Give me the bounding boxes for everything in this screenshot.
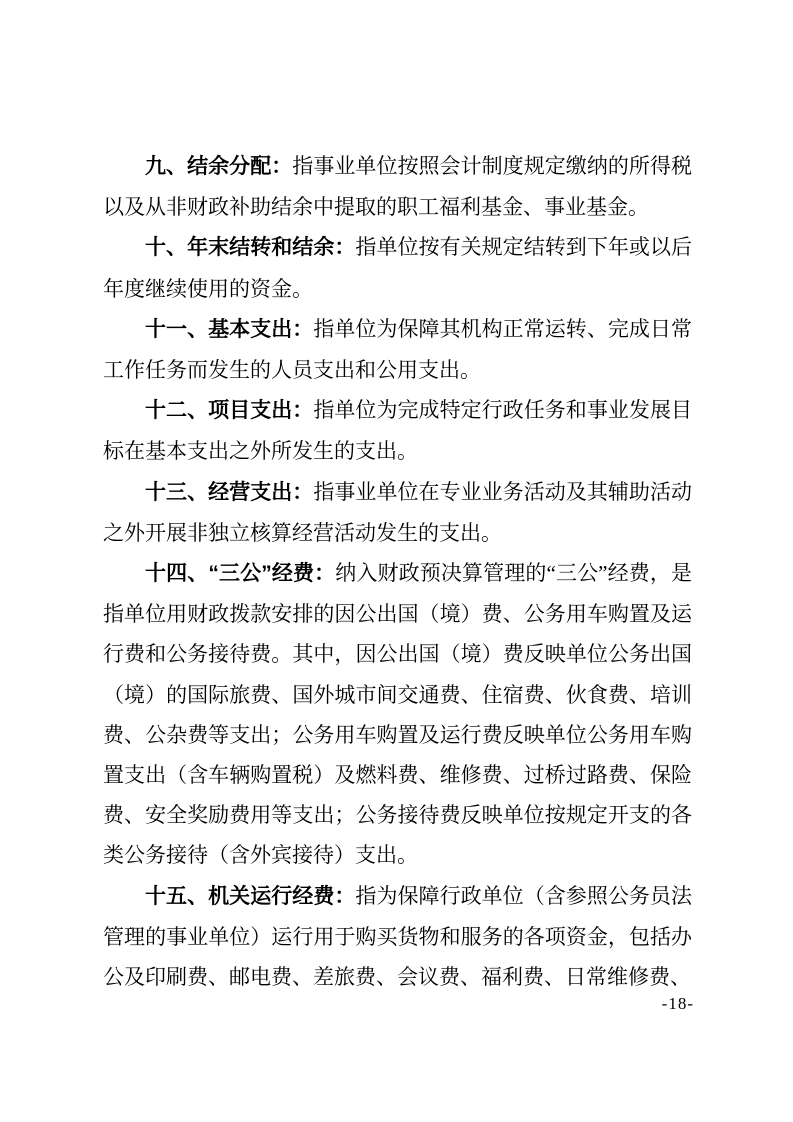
definition-paragraph [103,146,692,227]
definition-paragraph [103,553,692,876]
term-label: 十五、机关运行经费： [145,884,356,908]
definition-paragraph [103,227,692,308]
term-label: 十三、经营支出： [145,480,314,504]
term-label: 十一、基本支出： [145,317,314,341]
term-label: 十二、项目支出： [145,399,314,423]
definition-text: 指单位按有关规定结转到下年或以后年度继续使用的资金。 [103,235,693,301]
document-body [103,146,692,997]
term-label: 九、结余分配： [145,155,293,178]
definition-text: 指单位为完成特定行政任务和事业发展目标在基本支出之外所发生的支出。 [103,398,693,464]
term-label: 十、年末结转和结余： [145,236,356,260]
page-number: -18- [661,994,694,1013]
definition-text: 指事业单位按照会计制度规定缴纳的所得税以及从非财政补助结余中提取的职工福利基金、事业基金。 [103,154,692,220]
definition-text: 纳入财政预决算管理的“三公”经费，是指单位用财政拨款安排的因公出国（境）费、公务用车购置及运行费和公务接待费。其中，因公出国（境）费反映单位公务出国（境）的国际旅费、国外城市间交通费、住宿费、伙食费、培训费、公杂费等支出；公务用车购置及运行费反映单位公务用车购置支出（含车辆购置税）及燃料费、维修费、过桥过路费、保险费、安全奖励费用等支出；公务接待费反映单位按规定开支的各类公务接待（含外宾接待）支出。 [103,561,693,868]
definition-paragraph [103,876,692,998]
term-label: 十四、“三公”经费： [145,562,336,586]
definition-text: 指事业单位在专业业务活动及其辅助活动之外开展非独立核算经营活动发生的支出。 [103,479,693,545]
definition-paragraph [103,390,692,471]
definition-text: 指为保障行政单位（含参照公务员法管理的事业单位）运行用于购买货物和服务的各项资金，包括办公及印刷费、邮电费、差旅费、会议费、福利费、日常维修费、 [103,883,693,990]
definition-text: 指单位为保障其机构正常运转、完成日常工作任务而发生的人员支出和公用支出。 [103,316,693,383]
definition-paragraph [103,309,692,390]
definition-paragraph [103,472,692,553]
